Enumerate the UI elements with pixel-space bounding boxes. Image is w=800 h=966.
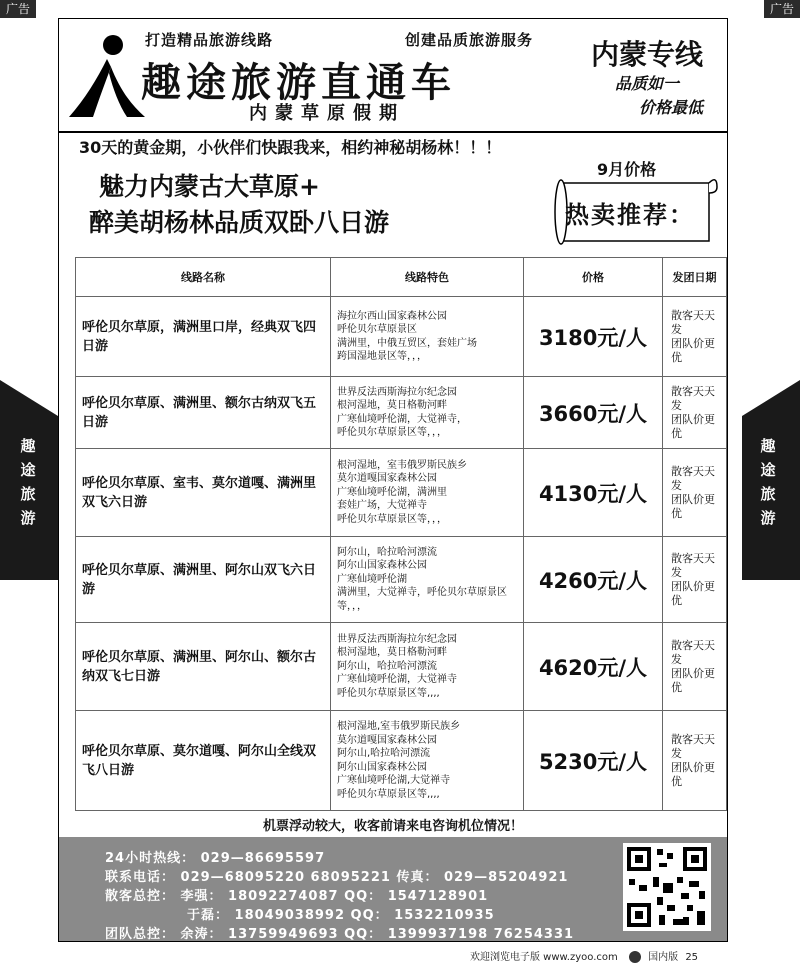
header-departure: 发团日期 <box>663 258 727 297</box>
departure-line: 团队价更优 <box>671 492 715 520</box>
publisher-badge-icon <box>629 951 641 963</box>
route-price: 3660元/人 <box>524 377 663 449</box>
route-name: 呼伦贝尔草原、室韦、莫尔道嘎、满洲里双飞六日游 <box>76 449 331 537</box>
departure-line: 散客天天发 <box>671 464 715 492</box>
feature-line: 跨国湿地景区等，，， <box>337 351 427 362</box>
table-row <box>76 297 727 377</box>
main-title-line1: 魅力内蒙古大草原+ <box>99 172 320 201</box>
route-price: 4260元/人 <box>524 537 663 623</box>
feature-line: 套娃广场，大觉禅寺 <box>337 500 427 512</box>
departure-line: 散客天天发 <box>671 732 715 760</box>
feature-line: 满洲里，中俄互贸区，套娃广场 <box>337 337 477 349</box>
table-header-row <box>76 258 727 297</box>
feature-line: 根河湿地，莫日格勒河畔 <box>337 647 447 659</box>
feature-line: 呼伦贝尔草原景区等，，， <box>337 427 447 438</box>
feature-line: 呼伦贝尔草原景区等，，， <box>337 513 447 525</box>
departure-line: 散客天天发 <box>671 551 715 579</box>
routes-table <box>75 257 727 811</box>
feature-line: 莫尔道嘎国家森林公园 <box>337 473 437 485</box>
feature-line: 广寒仙境呼伦湖，大觉禅寺， <box>337 413 467 425</box>
table-row <box>76 377 727 449</box>
ticket-note: 机票浮动较大，收客前请来电咨询机位情况！ <box>262 819 523 834</box>
route-departure <box>663 377 727 449</box>
route-features <box>331 297 524 377</box>
route-name: 呼伦贝尔草原，满洲里口岸，经典双飞四日游 <box>76 297 331 377</box>
tagline-quality: 品质如一 <box>615 74 680 93</box>
departure-line: 团队价更优 <box>671 336 715 364</box>
feature-line: 满洲里，大觉禅寺，呼伦贝尔草原景区等，，， <box>337 587 507 612</box>
feature-line: 广寒仙境呼伦湖,大觉禅寺 <box>337 775 451 786</box>
departure-line: 散客天天发 <box>671 308 715 336</box>
header-route-name: 线路名称 <box>76 258 331 297</box>
phone-text: 联系电话： 029—68095220 68095221 传真： 029—85204921 <box>105 870 569 885</box>
page-footer <box>470 948 702 963</box>
route-departure <box>663 449 727 537</box>
route-name: 呼伦贝尔草原、满洲里、阿尔山双飞六日游 <box>76 537 331 623</box>
departure-line: 团队价更优 <box>671 412 715 440</box>
feature-line: 阿尔山国家森林公园 <box>337 761 427 773</box>
feature-line: 莫尔道嘎国家森林公园 <box>337 734 437 746</box>
feature-line: 根河湿地,室韦俄罗斯民族乡 <box>337 721 461 732</box>
route-features <box>331 537 524 623</box>
promo-text: 30天的黄金期，小伙伴们快跟我来，相约神秘胡杨林！！！ <box>79 138 502 157</box>
feature-line: 世界反法西斯海拉尔纪念园 <box>337 633 457 645</box>
brand-subtitle: 内蒙草原假期 <box>249 103 405 124</box>
route-features <box>331 623 524 711</box>
table-row <box>76 623 727 711</box>
route-name: 呼伦贝尔草原、满洲里、额尔古纳双飞五日游 <box>76 377 331 449</box>
month-price-label: 9月价格 <box>597 160 657 179</box>
feature-line: 广寒仙境呼伦湖，大觉禅寺 <box>337 674 457 686</box>
departure-line: 散客天天发 <box>671 384 715 412</box>
qr-code-icon <box>623 843 711 931</box>
feature-line: 广寒仙境呼伦湖，满洲里 <box>337 486 447 498</box>
right-side-text: 趣途旅游 <box>760 437 776 527</box>
table-row <box>76 449 727 537</box>
ad-label-left: 广告 <box>0 0 36 18</box>
team-contact: 团队总控： 余涛： 13759949693 QQ： 1399937198 76254331 <box>105 927 575 942</box>
route-price: 4130元/人 <box>524 449 663 537</box>
contact-footer <box>59 837 727 941</box>
route-price: 3180元/人 <box>524 297 663 377</box>
header-price: 价格 <box>524 258 663 297</box>
route-name: 呼伦贝尔草原、莫尔道嘎、阿尔山全线双飞八日游 <box>76 711 331 811</box>
route-departure <box>663 537 727 623</box>
departure-line: 散客天天发 <box>671 638 715 666</box>
retail-contact-1: 散客总控： 李强： 18092274087 QQ： 1547128901 <box>105 889 489 904</box>
feature-line: 呼伦贝尔草原景区等,,,, <box>337 687 440 699</box>
route-price: 5230元/人 <box>524 711 663 811</box>
departure-line: 团队价更优 <box>671 579 715 607</box>
feature-line: 呼伦贝尔草原景区 <box>337 324 417 335</box>
feature-line: 阿尔山，哈拉哈河漂流 <box>337 546 437 558</box>
table-row <box>76 537 727 623</box>
slogan-right: 创建品质旅游服务 <box>405 31 534 49</box>
page-edition: 国内版 <box>648 952 679 963</box>
hot-recommend-label: 热卖推荐： <box>565 201 695 229</box>
header-route-features: 线路特色 <box>331 258 524 297</box>
brand-logo-icon <box>67 33 147 119</box>
slogan-left: 打造精品旅游线路 <box>145 31 274 49</box>
route-departure <box>663 711 727 811</box>
hotline-text: 24小时热线： 029—86695597 <box>105 851 326 866</box>
table-row <box>76 711 727 811</box>
route-name: 呼伦贝尔草原、满洲里、阿尔山、额尔古纳双飞七日游 <box>76 623 331 711</box>
route-features <box>331 377 524 449</box>
route-features <box>331 449 524 537</box>
brand-name: 趣途旅游直通车 <box>141 59 456 106</box>
header <box>59 19 727 133</box>
ad-label-right: 广告 <box>764 0 800 18</box>
page-number: 25 <box>685 952 699 963</box>
feature-line: 海拉尔西山国家森林公园 <box>337 310 447 322</box>
route-features <box>331 711 524 811</box>
route-price: 4620元/人 <box>524 623 663 711</box>
feature-line: 呼伦贝尔草原景区等,,,, <box>337 788 440 800</box>
route-departure <box>663 297 727 377</box>
special-line: 内蒙专线 <box>591 38 704 71</box>
main-title-line2: 醉美胡杨林品质双卧八日游 <box>89 208 390 237</box>
left-side-text: 趣途旅游 <box>20 437 36 527</box>
feature-line: 阿尔山,哈拉哈河漂流 <box>337 748 431 759</box>
page-footer-text: 欢迎浏览电子版 www.zyoo.com <box>470 952 618 963</box>
departure-line: 团队价更优 <box>671 666 715 694</box>
feature-line: 世界反法西斯海拉尔纪念园 <box>337 386 457 398</box>
feature-line: 根河湿地，室韦俄罗斯民族乡 <box>337 459 467 471</box>
ad-page <box>58 18 728 942</box>
feature-line: 阿尔山国家森林公园 <box>337 560 427 572</box>
feature-line: 根河湿地，莫日格勒河畔 <box>337 400 447 411</box>
route-departure <box>663 623 727 711</box>
feature-line: 广寒仙境呼伦湖 <box>337 573 407 585</box>
departure-line: 团队价更优 <box>671 760 715 788</box>
tagline-price: 价格最低 <box>639 98 704 117</box>
feature-line: 阿尔山，哈拉哈河漂流 <box>337 660 437 672</box>
retail-contact-2: 于磊： 18049038992 QQ： 1532210935 <box>187 908 495 923</box>
